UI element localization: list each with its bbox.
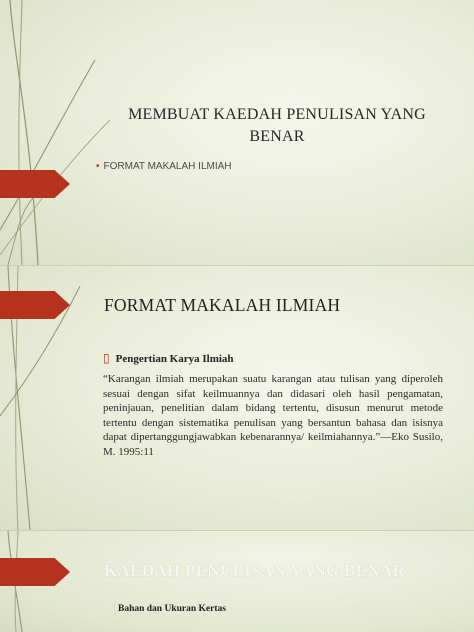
bullet-icon: • — [96, 161, 100, 172]
body-text: “Karangan ilmiah merupakan suatu karangan atau tulisan yang diperoleh sesuai dengan sifat keilmuannya dan didasari oleh hasil pengamatan, peninjauan, penelitian dalam bidang tertentu, disusun menurut metode tertentu dengan sistematika penulisan yang bersantun bahasa dan isisnya dapat dipertanggungjawabkan kebenarannya/ keilmiahannya.”—Eko Susilo, M. 1995:11 — [103, 373, 443, 458]
slide-title: MEMBUAT KAEDAH PENULISAN YANG BENAR — [128, 106, 426, 145]
subtitle-text: FORMAT MAKALAH ILMIAH — [103, 161, 232, 172]
heading-text: Pengertian Karya Ilmiah — [115, 353, 234, 365]
vine-decoration — [0, 0, 120, 265]
section-heading — [103, 351, 234, 366]
slide-title: FORMAT MAKALAH ILMIAH — [104, 295, 341, 315]
slide-1[interactable] — [0, 0, 474, 265]
slide-subtitle: Bahan dan Ukuran Kertas — [118, 604, 226, 614]
bullet-icon: ▯ — [103, 351, 110, 365]
slide-3[interactable] — [0, 531, 474, 632]
slide-subtitle — [96, 161, 232, 172]
slide-2[interactable] — [0, 266, 474, 530]
slide-title: KAEDAH PENULISAN YANG BENAR — [104, 561, 406, 580]
